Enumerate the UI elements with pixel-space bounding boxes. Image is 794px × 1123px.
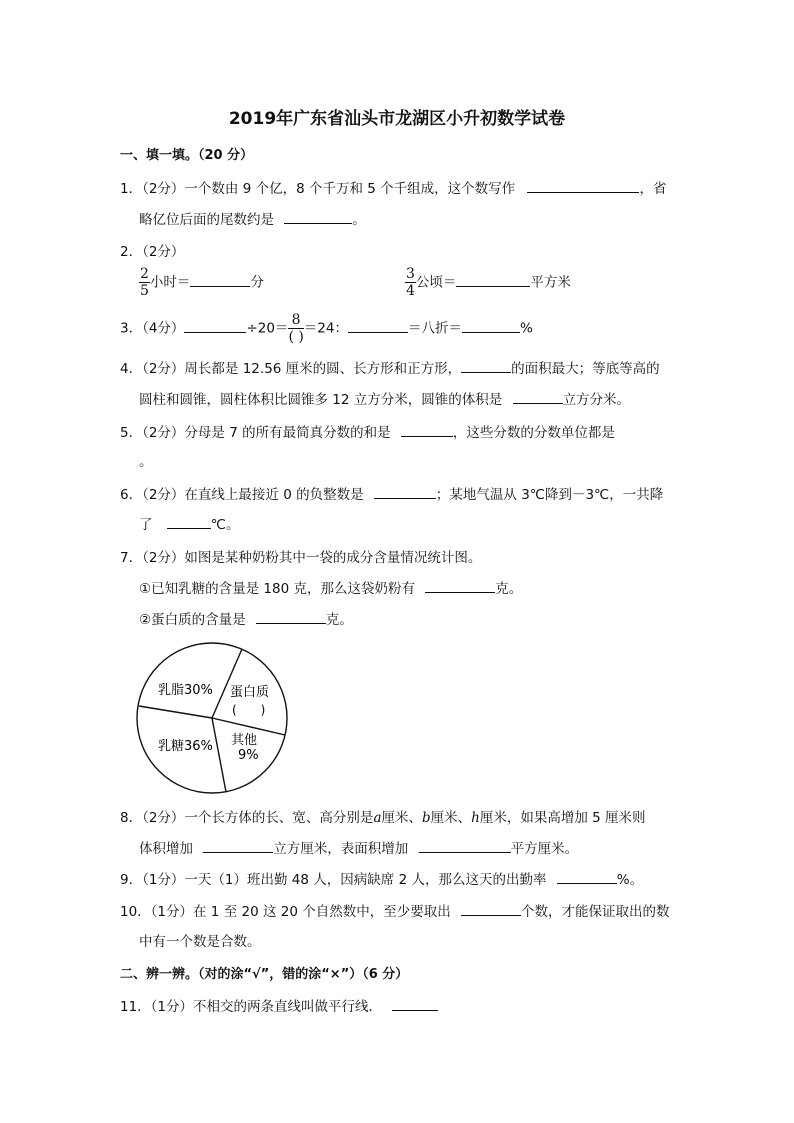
slice-sub-qita: 9% <box>238 748 259 763</box>
question-5-line-1: 5．（2分）分母是 7 的所有最简真分数的和是 ，这些分数的分数单位都是 <box>120 421 615 441</box>
section-2-heading: 二、辨一辨。（对的涂“√”，错的涂“×”）（6 分） <box>120 967 409 982</box>
answer-blank[interactable] <box>284 209 352 224</box>
answer-blank[interactable] <box>461 358 511 373</box>
answer-blank[interactable] <box>557 869 617 884</box>
answer-blank[interactable] <box>462 318 520 333</box>
slice-label-rutang: 乳糖36% <box>158 739 213 754</box>
slice-label-danbaizhi: 蛋白质 <box>230 685 270 700</box>
answer-blank[interactable] <box>167 514 211 529</box>
question-7-sub-2: ②蛋白质的含量是 克。 <box>139 608 353 628</box>
page-title: 2019年广东省汕头市龙湖区小升初数学试卷 <box>228 109 566 129</box>
answer-blank[interactable] <box>461 901 521 916</box>
question-11: 11．（1分）不相交的两条直线叫做平行线． <box>120 995 438 1015</box>
answer-blank[interactable] <box>256 609 326 624</box>
question-10-line-2: 中有一个数是合数。 <box>139 934 261 950</box>
slice-label-qita: 其他 <box>231 733 258 748</box>
fraction: $\frac{2}{5}$ <box>140 266 149 299</box>
question-6-line-2: 了 ℃。 <box>139 513 239 533</box>
question-7: 7．（2分）如图是某种奶粉其中一袋的成分含量情况统计图。 <box>120 550 482 566</box>
answer-blank[interactable] <box>513 389 563 404</box>
fraction: $\frac{8}{( )}$ <box>288 312 304 345</box>
question-6-line-1: 6．（2分）在直线上最接近 0 的负整数是 ；某地气温从 3℃降到－3℃，一共降 <box>120 483 663 503</box>
question-1-line-2: 略亿位后面的尾数约是 。 <box>139 208 366 228</box>
answer-blank[interactable] <box>392 996 438 1011</box>
question-5-line-2: 。 <box>139 454 153 470</box>
slice-sub-danbaizhi: ( ) <box>232 703 266 717</box>
pie-divider <box>139 706 212 718</box>
question-2-label: 2．（2分） <box>120 244 185 260</box>
question-10-line-1: 10．（1分）在 1 至 20 这 20 个自然数中，至少要取出 个数，才能保证取出的数 <box>120 900 670 920</box>
pie-divider <box>212 718 226 792</box>
question-3: 3．（4分） ÷20＝ $\frac{8}{( )}$ ＝24： ＝八折＝ % <box>120 312 533 345</box>
fraction: $\frac{3}{4}$ <box>406 266 415 299</box>
answer-blank[interactable] <box>203 838 273 853</box>
answer-blank[interactable] <box>190 272 250 287</box>
section-1-heading: 一、填一填。（20 分） <box>120 148 254 163</box>
question-2-part-1: $\frac{2}{5}$ 小时＝ 分 <box>140 266 264 299</box>
question-4-line-2: 圆柱和圆锥，圆柱体积比圆锥多 12 立方分米，圆锥的体积是 立方分米。 <box>139 388 630 408</box>
question-4-line-1: 4．（2分）周长都是 12.56 厘米的圆、长方形和正方形， 的面积最大；等底等高的 <box>120 357 660 377</box>
question-8-line-1: 8．（2分）一个长方体的长、宽、高分别是a厘米、b厘米、h厘米，如果高增加 5 厘米则 <box>120 810 646 826</box>
answer-blank[interactable] <box>456 272 530 287</box>
question-1-line-1: 1．（2分）一个数由 9 个亿，8 个千万和 5 个千组成，这个数写作 ，省 <box>120 177 666 197</box>
answer-blank[interactable] <box>184 318 246 333</box>
answer-blank[interactable] <box>348 318 408 333</box>
pie-chart <box>134 640 290 796</box>
question-9: 9．（1分）一天（1）班出勤 48 人，因病缺席 2 人，那么这天的出勤率 %。 <box>120 868 643 888</box>
question-2-part-2: $\frac{3}{4}$ 公顷＝ 平方米 <box>406 266 571 299</box>
answer-blank[interactable] <box>401 422 453 437</box>
answer-blank[interactable] <box>527 178 639 193</box>
answer-blank[interactable] <box>419 838 511 853</box>
answer-blank[interactable] <box>374 484 436 499</box>
question-7-sub-1: ①已知乳糖的含量是 180 克，那么这袋奶粉有 克。 <box>139 577 522 597</box>
slice-label-ruzhi: 乳脂30% <box>158 683 213 698</box>
question-8-line-2: 体积增加 立方厘米，表面积增加 平方厘米。 <box>139 837 578 857</box>
answer-blank[interactable] <box>425 578 495 593</box>
